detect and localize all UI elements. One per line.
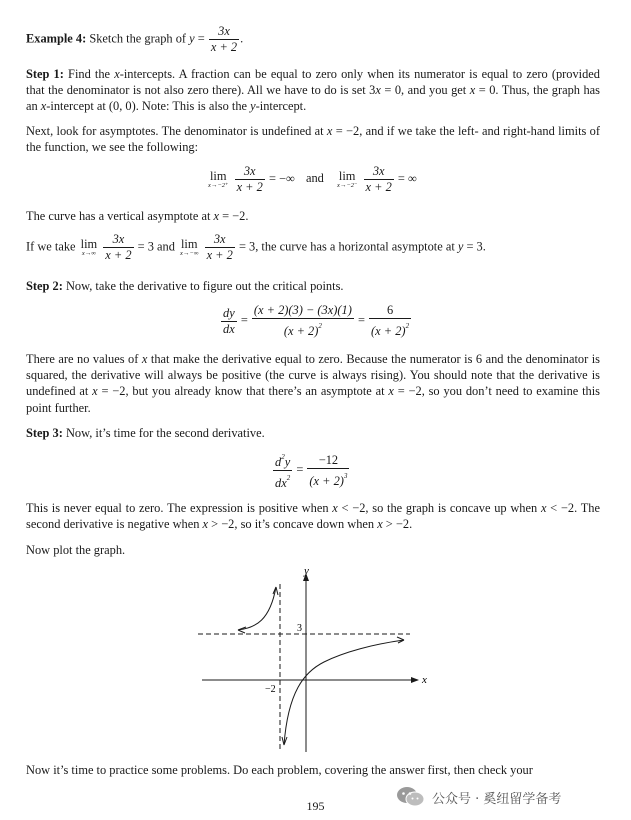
exponent: 2 — [405, 322, 410, 330]
text-run: = 3. — [463, 239, 486, 254]
fraction-numerator: 3x — [103, 232, 133, 248]
step1-paragraph — [26, 66, 600, 115]
x-var: x — [141, 352, 148, 366]
fraction-numerator: 3x — [205, 232, 235, 248]
dx-symbol: dx — [275, 476, 287, 490]
dy-dx — [221, 306, 237, 337]
limit-operator — [81, 238, 98, 257]
text-run: Now, it’s time for the second derivative. — [65, 426, 265, 440]
text-run: = −2, and if we take the left- and right-hand limits of the function, we see the following: — [26, 124, 600, 155]
fraction-numerator: 3x — [235, 164, 265, 180]
y-axis-label: y — [304, 565, 309, 577]
text-run: = −2, but you already know that there’s an asymptote at — [97, 384, 389, 399]
page-number: 195 — [306, 799, 325, 813]
text-run: Now, take the derivative to figure out the critical points. — [65, 279, 344, 293]
no-critical-points-paragraph — [26, 351, 600, 416]
limit-result: = −∞ — [268, 171, 295, 186]
limit-operator — [180, 238, 198, 257]
lim-subscript: x→−∞ — [180, 250, 199, 257]
lim-subscript: x→−2⁻ — [336, 182, 358, 189]
example-label: Example 4: — [26, 31, 87, 46]
eq-sign: = — [296, 462, 304, 477]
horizontal-asymptote-label: 3 — [297, 623, 302, 634]
period: . — [240, 31, 244, 46]
limit-fraction — [205, 232, 235, 263]
x-var: x — [377, 517, 383, 532]
d2y-dx2 — [273, 450, 292, 491]
text-run: = 0, and you get — [380, 83, 470, 98]
x-var: x — [40, 99, 47, 114]
x-var: x — [326, 124, 333, 138]
plot-instruction — [26, 542, 600, 558]
lim-subscript: x→∞ — [81, 250, 96, 257]
y-var: y — [284, 455, 291, 469]
example-heading — [26, 24, 243, 55]
vertical-asymptote-label: −2 — [265, 684, 276, 695]
limit-operator — [208, 170, 228, 189]
quotient-rule-fraction — [252, 303, 354, 339]
text-run: < −2, so the graph is concave up when — [337, 501, 541, 515]
x-var: x — [213, 209, 219, 223]
fraction-numerator: 3x — [364, 164, 394, 180]
exponent: 2 — [286, 474, 291, 482]
asymptote-paragraph — [26, 123, 600, 155]
x-var: x — [114, 67, 120, 81]
second-derivative-equation — [272, 450, 350, 491]
text-run: If we take — [26, 239, 79, 254]
x-var: x — [92, 384, 98, 399]
step3-paragraph — [26, 425, 600, 441]
text-run: Next, look for asymptotes. The denominator is undefined at — [26, 124, 327, 138]
text-run: = 3, the curve has a horizontal asymptote at — [238, 239, 458, 254]
fraction-denominator: x + 2 — [206, 248, 233, 262]
fraction-numerator: 3x — [209, 24, 239, 40]
step2-paragraph — [26, 278, 600, 294]
eq-sign: = — [357, 312, 365, 327]
x-var: x — [540, 501, 547, 515]
step3-label: Step 3: — [26, 426, 63, 440]
d-symbol: d — [275, 455, 282, 469]
lim-word: lim — [338, 169, 356, 183]
fraction-denominator: x + 2 — [105, 248, 132, 262]
watermark — [396, 783, 628, 811]
y-var: y — [189, 31, 195, 46]
text-run: = 3 and — [137, 239, 175, 254]
fraction-denominator: dx — [223, 321, 235, 336]
lim-subscript: x→−2⁺ — [208, 182, 229, 189]
step2-label: Step 2: — [26, 279, 63, 293]
text-run: Now it’s time to practice some problems. Do each problem, covering the answer first, then check your — [26, 763, 533, 777]
limit-fraction — [103, 232, 133, 263]
exponent: 2 — [318, 322, 322, 330]
fraction-numerator: dy — [223, 305, 235, 320]
left-branch-curve — [238, 587, 276, 630]
x-axis-label: x — [422, 674, 427, 686]
left-branch-arrow — [238, 627, 246, 633]
derivative-equation — [220, 303, 412, 339]
lim-word: lim — [209, 169, 227, 183]
y-var: y — [457, 239, 464, 254]
text-run: Find the — [68, 67, 115, 81]
eq-sign: = — [197, 31, 205, 46]
text-run: The curve has a vertical asymptote at — [26, 209, 214, 223]
limit-operator — [337, 170, 357, 189]
text-run: = 0. Thus, the graph has an — [26, 83, 600, 114]
text-run: Now plot the graph. — [26, 543, 126, 557]
text-run: -intercept at (0, 0). Note: This is also the — [46, 99, 251, 114]
function-graph — [194, 562, 434, 757]
example-prompt: Sketch the graph of — [89, 31, 187, 46]
x-var: x — [388, 384, 394, 399]
limit-result: = ∞ — [397, 171, 417, 186]
x-var: x — [469, 83, 476, 98]
fraction-denominator: x + 2 — [210, 40, 238, 54]
lim-word: lim — [180, 237, 198, 251]
practice-paragraph — [26, 763, 533, 778]
text-run: = −2, so you don’t need to examine this point further. — [26, 384, 600, 415]
text-run: < −2. The second derivative is negative when — [26, 501, 600, 532]
fraction-denominator: x + 2 — [365, 180, 392, 194]
text-run: = −2. — [219, 209, 249, 223]
eq-sign: = — [240, 312, 248, 327]
exponent: 3 — [343, 471, 348, 480]
text-run: There are no values of — [26, 352, 142, 366]
step1-label: Step 1: — [26, 67, 64, 81]
limit-fraction — [235, 164, 265, 195]
second-derivative-fraction — [307, 453, 349, 489]
x-var: x — [202, 517, 209, 532]
wechat-icon — [396, 786, 426, 808]
watermark-text: 公众号 · 奚纽留学备考 — [432, 791, 562, 807]
vertical-asymptote-paragraph — [26, 208, 600, 224]
concavity-paragraph — [26, 500, 600, 532]
exponent: 2 — [281, 453, 285, 461]
text-run: This is never equal to zero. The expression is positive when — [26, 501, 333, 515]
lim-word: lim — [80, 237, 98, 251]
text-run: > −2, so it’s concave down when — [208, 517, 378, 532]
x-var: x — [375, 83, 381, 98]
y-var: y — [250, 99, 256, 114]
fraction-numerator: −12 — [307, 453, 349, 469]
simplified-fraction — [369, 303, 411, 339]
and-word: and — [305, 171, 324, 186]
function-fraction — [209, 24, 239, 55]
horizontal-asymptote-paragraph — [26, 232, 486, 263]
x-var: x — [332, 501, 338, 515]
text-run: that make the derivative equal to zero. Because the numerator is 6 and the denominator is squared, the derivative will always be positive (the curve is always rising). You should note that the derivative is undefined at — [26, 352, 600, 399]
fraction-denominator: x + 2 — [236, 180, 263, 194]
text-run: > −2. — [382, 517, 413, 532]
fraction-numerator: (x + 2)(3) − (3x)(1) — [253, 303, 352, 317]
fraction-denominator: (x + 2) — [283, 324, 319, 338]
fraction-denominator: (x + 2) — [309, 473, 344, 488]
fraction-numerator: 6 — [369, 303, 411, 319]
right-branch-curve — [284, 640, 404, 745]
text-run: -intercept. — [255, 99, 307, 114]
fraction-denominator: (x + 2) — [371, 324, 406, 338]
text-run: -intercepts. A fraction can be equal to zero only when its numerator is equal to zero (provided that the denominator is not also zero there). All we have to do is set 3 — [26, 67, 600, 98]
limits-equation — [206, 164, 417, 195]
limit-fraction — [364, 164, 394, 195]
